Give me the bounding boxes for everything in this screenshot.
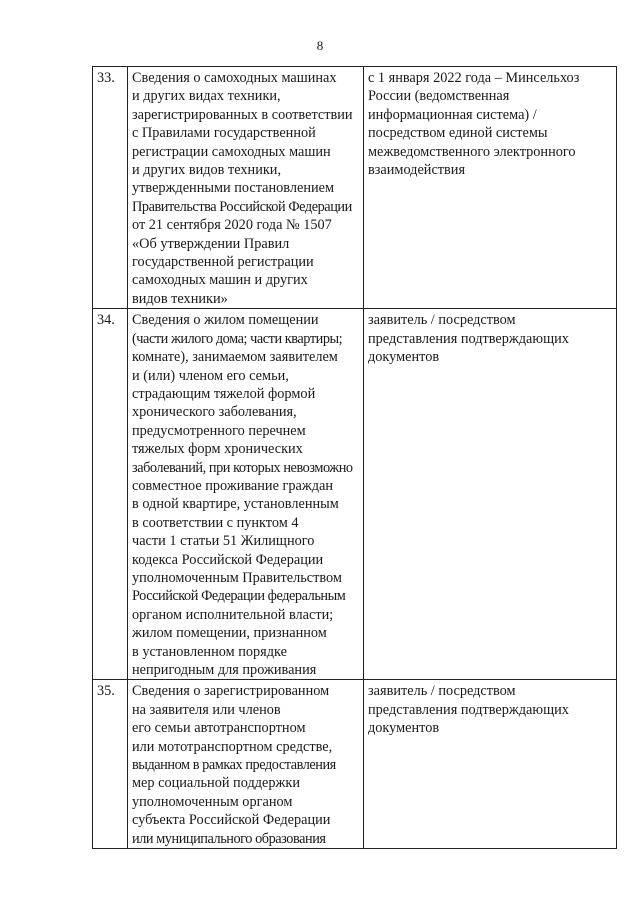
data-sources-table (92, 66, 617, 849)
description-line: органом исполнительной власти; (132, 606, 334, 623)
description-line: или мототранспортном средстве, (132, 738, 333, 755)
description-line: на заявителя или членов (132, 701, 281, 718)
description-line: непригодным для проживания (132, 662, 317, 678)
description-line: уполномоченным органом (132, 793, 293, 810)
row-description (128, 680, 364, 849)
source-line: с 1 января 2022 года – Минсельхоз (368, 70, 580, 86)
description-line: субъекта Российской Федерации (132, 812, 331, 829)
description-line: в установленном порядке (132, 643, 287, 660)
source-line: России (ведомственная (368, 88, 510, 105)
source-line: межведомственного электронного (368, 143, 576, 160)
row-source (364, 309, 617, 680)
description-line: видов техники» (132, 290, 228, 307)
description-line: мер социальной поддержки (132, 775, 300, 792)
description-line: хронического заболевания, (132, 404, 297, 421)
row-description (128, 309, 364, 680)
description-line: утвержденными постановлением (132, 180, 335, 197)
description-line: жилом помещении, признанном (132, 625, 327, 642)
description-line: и (или) членом его семьи, (132, 367, 289, 384)
table-row (93, 680, 617, 849)
source-line: посредством единой системы (368, 125, 548, 142)
description-line: регистрации самоходных машин (132, 143, 331, 160)
description-line: совместное проживание граждан (132, 477, 333, 494)
description-line: предусмотренного перечнем (132, 422, 306, 439)
source-line: взаимодействия (368, 162, 466, 179)
description-line: «Об утверждении Правил (132, 235, 290, 252)
description-line: тяжелых форм хронических (132, 441, 303, 458)
description-line: государственной регистрации (132, 254, 314, 271)
description-line: от 21 сентября 2020 года № 1507 (132, 217, 332, 234)
row-number: 35. (93, 680, 128, 849)
description-line: и других видах техники, (132, 88, 281, 105)
description-line: или муниципального образования (132, 830, 326, 847)
description-line: Сведения о жилом помещении (132, 312, 319, 329)
description-line: и других видов техники, (132, 162, 282, 179)
source-line: заявитель / посредством (368, 312, 516, 329)
source-line: информационная система) / (368, 106, 537, 123)
source-line: заявитель / посредством (368, 683, 516, 700)
description-line: самоходных машин и других (132, 272, 308, 289)
table-row (93, 309, 617, 680)
description-line: Сведения о зарегистрированном (132, 683, 330, 700)
row-description (128, 67, 364, 309)
description-line: его семьи автотранспортном (132, 720, 306, 737)
row-number: 34. (93, 309, 128, 680)
description-line: в одной квартире, установленным (132, 496, 339, 513)
description-line: кодекса Российской Федерации (132, 551, 324, 568)
description-line: в соответствии с пунктом 4 (132, 514, 299, 531)
source-line: документов (368, 720, 440, 737)
row-source (364, 680, 617, 849)
description-line: уполномоченным Правительством (132, 569, 342, 586)
description-line: страдающим тяжелой формой (132, 385, 316, 402)
description-line: Правительства Российской Федерации (132, 198, 352, 215)
row-source (364, 67, 617, 309)
description-line: (части жилого дома; части квартиры; (132, 330, 343, 347)
description-line: Российской Федерации федеральным (132, 588, 346, 605)
description-line: заболеваний, при которых невозможно (132, 459, 353, 476)
page-number: 8 (316, 38, 324, 53)
description-line: с Правилами государственной (132, 125, 316, 142)
description-line: зарегистрированных в соответствии (132, 106, 353, 123)
description-line: Сведения о самоходных машинах (132, 70, 337, 86)
source-line: представления подтверждающих (368, 701, 569, 718)
description-line: выданном в рамках предоставления (132, 757, 336, 774)
description-line: части 1 статьи 51 Жилищного (132, 533, 315, 550)
row-number: 33. (93, 67, 128, 309)
description-line: комнате), занимаемом заявителем (132, 349, 338, 366)
table-row (93, 67, 617, 309)
source-line: документов (368, 349, 440, 366)
source-line: представления подтверждающих (368, 330, 569, 347)
